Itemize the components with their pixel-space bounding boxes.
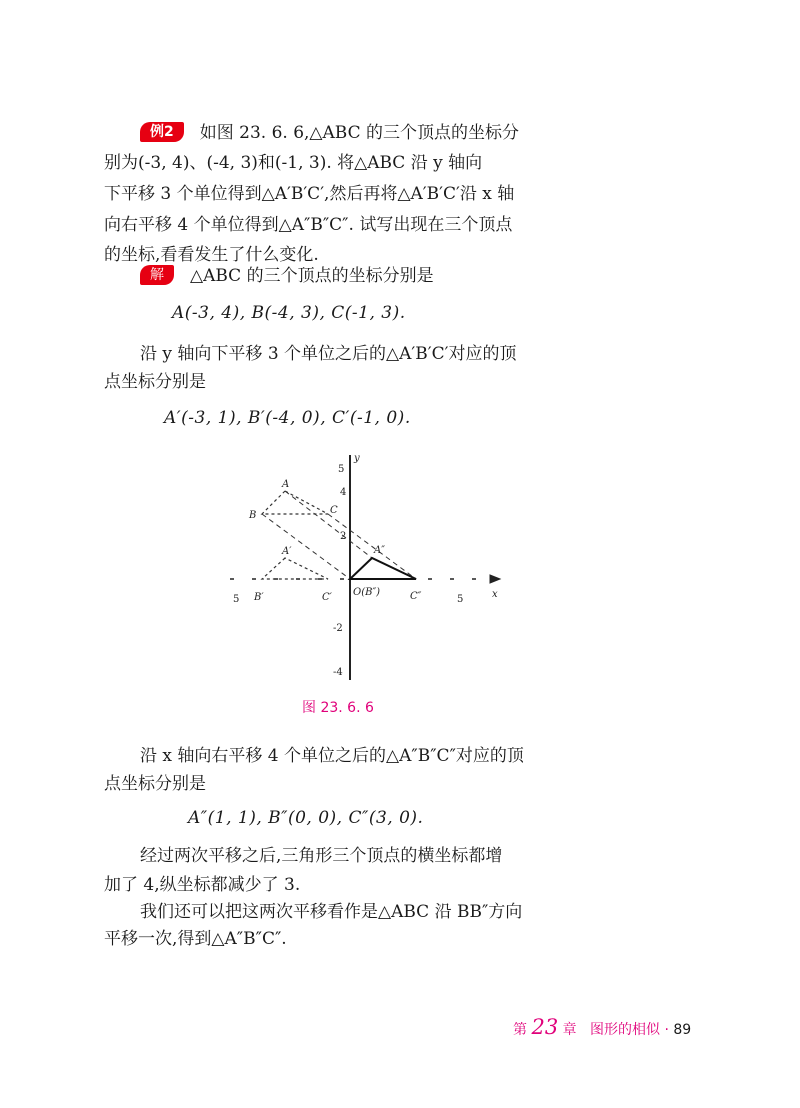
x-arrow-head [490,575,500,583]
tick-x-neg5: 5 [233,594,240,605]
coords-abc: A(-3, 4), B(-4, 3), C(-1, 3). [172,303,406,323]
tick-y-neg4: -4 [333,667,343,678]
label-b: B [249,510,257,521]
footer-separator: · [664,1022,669,1038]
example-line-1 [140,119,519,147]
point-labels [248,479,422,603]
label-a1: A′ [282,546,292,557]
tick-labels [233,455,498,678]
tick-x-5: 5 [457,594,464,605]
example-line-4: 向右平移 4 个单位得到△A″B″C″. 试写出现在三个顶点 [104,215,513,235]
example-line-3: 下平移 3 个单位得到△A′B′C′,然后再将△A′B′C′沿 x 轴 [104,184,515,204]
step1-line-2: 点坐标分别是 [104,372,206,392]
triangle-abc [262,491,328,514]
example-text-1: 如图 23. 6. 6,△ABC 的三个顶点的坐标分 [199,123,520,143]
chapter-suffix: 章 [562,1022,577,1038]
chapter-title: 图形的相似 [590,1022,660,1038]
solution-badge: 解 [140,265,174,285]
chapter-prefix: 第 [513,1022,527,1038]
solution-intro-line [140,262,434,290]
page-number: 89 [673,1022,692,1038]
label-o-b2: O(B″) [353,587,381,598]
remark-line-1: 我们还可以把这两次平移看作是△ABC 沿 BB″方向 [140,902,523,922]
coords-prime: A′(-3, 1), B′(-4, 0), C′(-1, 0). [164,408,411,428]
coordinate-figure [190,455,510,685]
figure-axes [230,455,500,680]
conclusion-line-2: 加了 4,纵坐标都减少了 3. [104,875,301,895]
step1-line-1: 沿 y 轴向下平移 3 个单位之后的△A′B′C′对应的顶 [140,344,517,364]
label-b1: B′ [254,592,264,603]
example-badge: 例2 [140,122,184,142]
x-axis-label: x [492,589,498,600]
label-a: A [282,479,290,490]
y-axis-label: y [354,455,360,464]
remark-line-2: 平移一次,得到△A″B″C″. [104,929,287,949]
step2-line-2: 点坐标分别是 [104,774,206,794]
translation-lines [262,491,416,579]
figure-caption: 图 23. 6. 6 [302,700,374,716]
label-c: C [330,505,338,516]
example-line-5: 的坐标,看看发生了什么变化. [104,245,319,265]
triangle-a2b2c2 [350,558,416,579]
page-footer [513,1015,691,1039]
label-c2: C″ [410,591,422,602]
step2-line-1: 沿 x 轴向右平移 4 个单位之后的△A″B″C″对应的顶 [140,746,524,766]
example-line-2: 别为(-3, 4)、(-4, 3)和(-1, 3). 将△ABC 沿 y 轴向 [104,153,483,173]
chapter-number: 23 [531,1015,559,1039]
triangle-a1b1c1 [262,558,328,579]
tick-y-2: 2 [340,531,347,542]
solution-intro: △ABC 的三个顶点的坐标分别是 [190,266,434,286]
label-a2: A″ [374,545,385,556]
tick-y-4: 4 [340,487,347,498]
label-c1: C′ [322,592,332,603]
tick-y-neg2: -2 [333,623,343,634]
coords-dprime: A″(1, 1), B″(0, 0), C″(3, 0). [188,808,424,828]
tick-y-top: 5 [338,464,345,475]
conclusion-line-1: 经过两次平移之后,三角形三个顶点的横坐标都增 [140,846,503,866]
